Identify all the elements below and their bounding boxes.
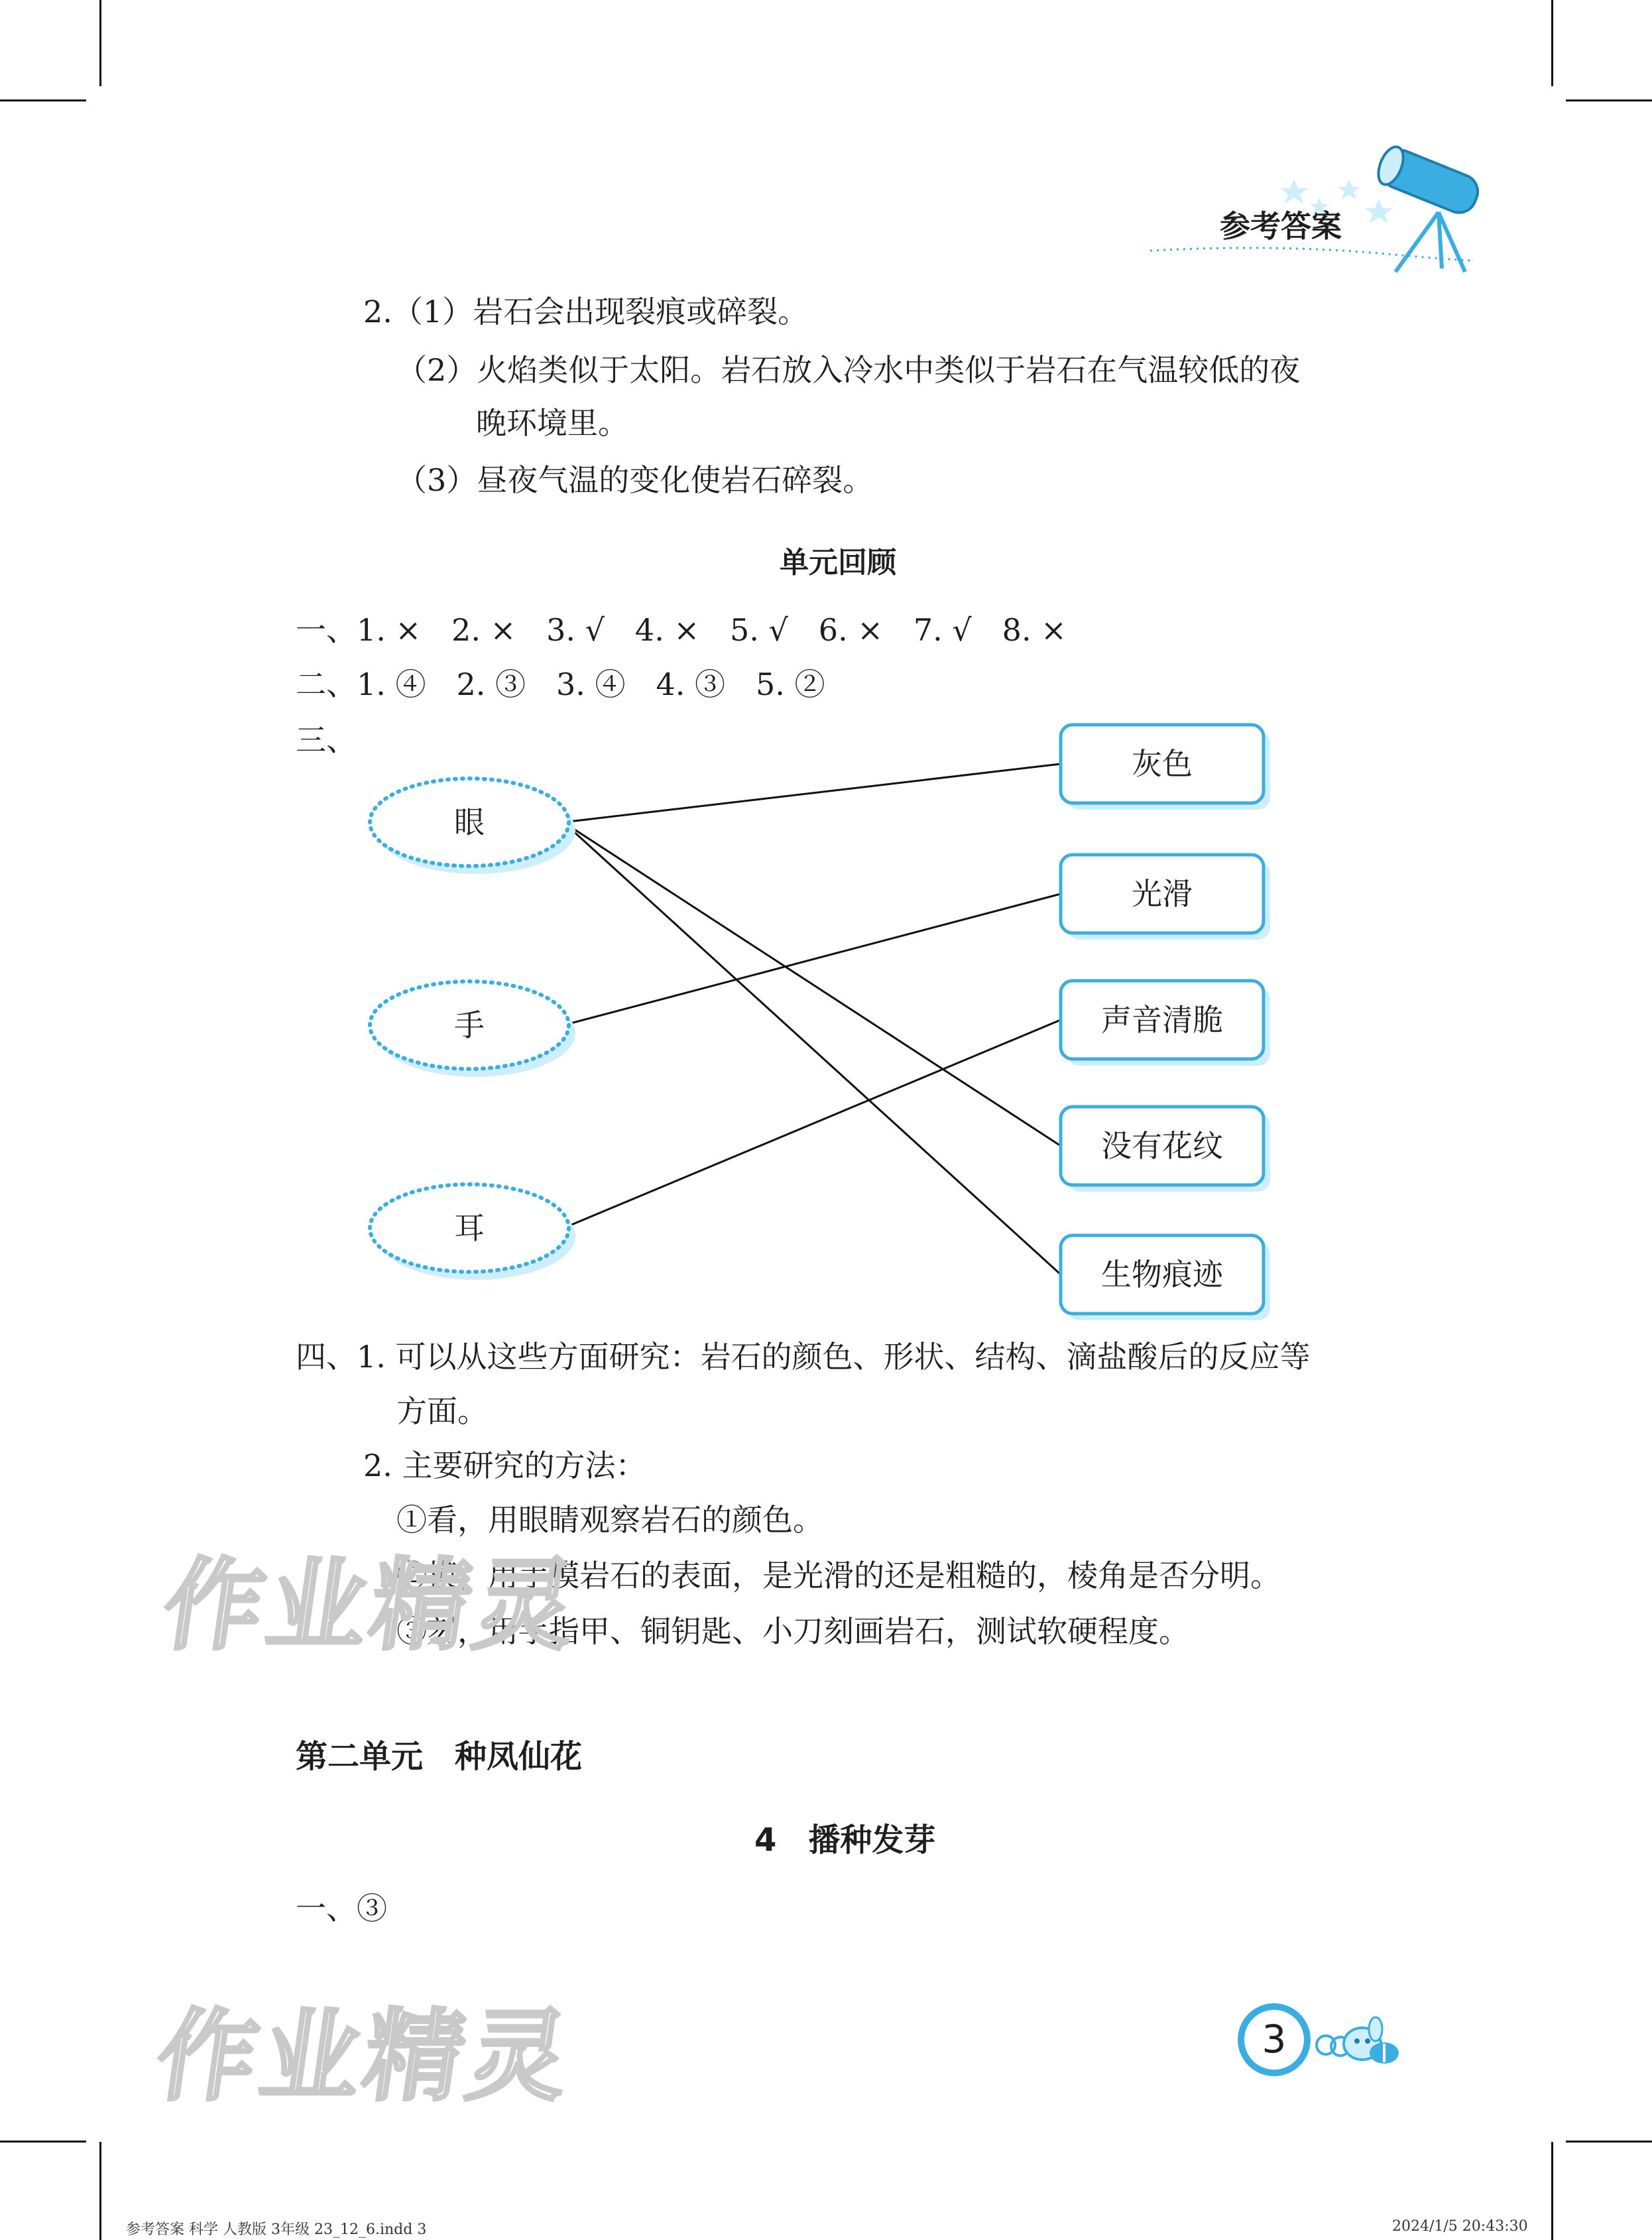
bee-mascot-icon [1220,2003,1412,2082]
footer-timestamp: 2024/1/5 20:43:30 [1392,2218,1528,2235]
property-box [1061,981,1270,1066]
unit-title: 第二单元 种凤仙花 [296,1738,583,1775]
connector-lines [563,764,1061,1275]
crop-mark [1551,2142,1553,2240]
answer-line: ③刻，用手指甲、铜钥匙、小刀刻画岩石，测试软硬程度。 [396,1613,1189,1649]
connector-line [563,764,1061,822]
property-box [1061,1235,1270,1320]
connector-line [563,822,1061,1146]
lesson-title: 4 播种发芽 [754,1822,936,1859]
property-label: 没有花纹 [1101,1128,1223,1164]
watermark: 作业精灵 [156,1548,587,1664]
property-box [1061,855,1270,940]
answer-line: 三、 [296,722,357,758]
footer-file: 参考答案 科学 人教版 3年级 23_12_6.indd 3 [126,2221,427,2238]
header-title: 参考答案 [1220,208,1342,244]
crop-mark [0,2141,86,2143]
property-box [1061,1107,1270,1192]
answer-line: 一、③ [296,1891,387,1926]
property-label: 灰色 [1132,746,1193,782]
crop-mark [1566,2141,1652,2143]
answer-line: 一、1. × 2. × 3. √ 4. × 5. √ 6. × 7. √ 8. × [296,612,1067,648]
answer-line: （3）昼夜气温的变化使岩石碎裂。 [396,462,874,498]
property-label: 光滑 [1132,876,1193,912]
watermark: 作业精灵 [149,1999,580,2115]
property-box [1061,725,1270,810]
answer-line: 2. 主要研究的方法： [363,1448,646,1483]
answer-line: 二、1. ④ 2. ③ 3. ④ 4. ③ 5. ② [296,666,825,702]
page-number-badge [1220,2003,1412,2082]
connector-line [563,1020,1061,1228]
sense-oval [370,981,575,1077]
sense-oval [370,778,575,874]
section-title: 单元回顾 [780,546,896,580]
answer-line: ②摸，用手摸岩石的表面，是光滑的还是粗糙的，棱角是否分明。 [396,1558,1281,1593]
answer-line: 晚环境里。 [476,405,628,441]
sense-label: 眼 [454,804,485,840]
sense-label: 耳 [454,1210,485,1246]
answer-line: 四、1. 可以从这些方面研究：岩石的颜色、形状、结构、滴盐酸后的反应等 [296,1339,1311,1375]
page-number: 3 [1262,2017,1287,2062]
connector-line [563,894,1061,1025]
answer-line: ①看，用眼睛观察岩石的颜色。 [396,1502,823,1538]
answer-line: 2.（1）岩石会出现裂痕或碎裂。 [363,294,809,330]
crop-mark [99,2142,101,2240]
sense-label: 手 [454,1007,485,1043]
property-label: 声音清脆 [1101,1002,1223,1038]
property-label: 生物痕迹 [1101,1257,1223,1292]
sense-oval [370,1184,575,1280]
answer-line: 方面。 [396,1393,488,1429]
answer-line: （2）火焰类似于太阳。岩石放入冷水中类似于岩石在气温较低的夜 [396,352,1301,388]
connector-line [563,822,1061,1275]
